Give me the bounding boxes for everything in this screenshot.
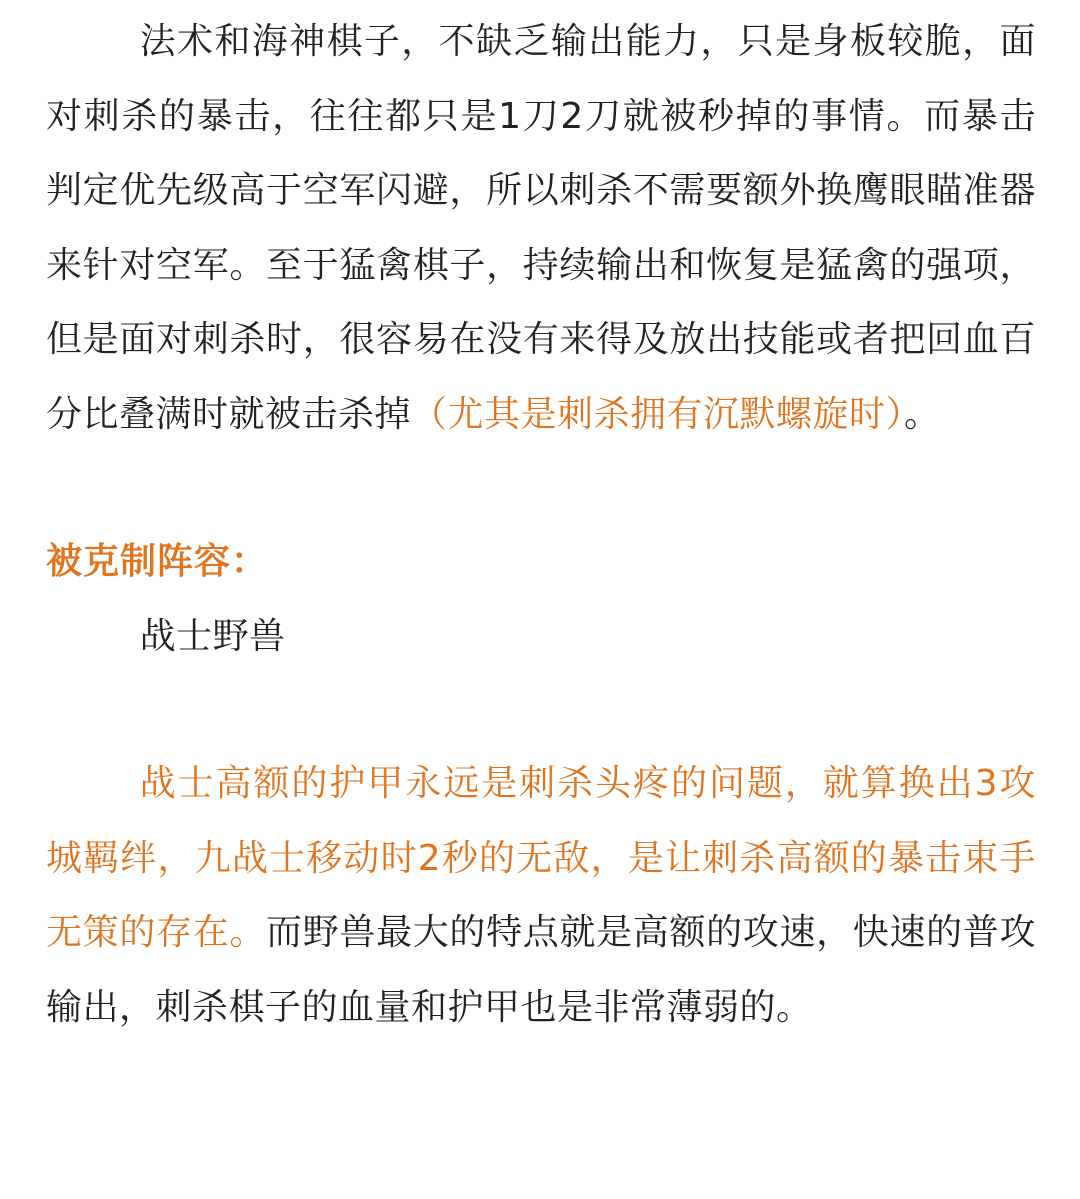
paragraph-countered-by [46, 747, 1036, 1045]
section-subtitle: 战士野兽 [139, 615, 286, 657]
paragraph-text: 而野兽最大的特点就是高额的攻速，快速的普攻输出，刺杀棋子的血量和护甲也是非常薄弱的。 [46, 912, 1036, 1028]
paragraph-ending: 。 [904, 393, 941, 435]
paragraph-counter-analysis [46, 5, 1036, 452]
highlight-text: 战士高额的护甲永远是刺杀头疼的问题，就算换出3攻城羁绊，九战士移动时2秒的无敌，是让刺杀高额的暴击束手无策的存在。 [46, 763, 1036, 953]
highlight-note: （尤其是刺杀拥有沉默螺旋时） [411, 393, 905, 435]
article-body [46, 0, 1036, 1045]
section-heading: 被克制阵容： [46, 541, 269, 582]
paragraph-text: 法术和海神棋子，不缺乏输出能力，只是身板较脆，面对刺杀的暴击，往往都只是1刀2刀就被秒掉的事情。而暴击判定优先级高于空军闪避，所以刺杀不需要额外换鹰眼瞄准器来针对空军。至于猛禽棋子，持续输出和恢复是猛禽的强项，但是面对刺杀时，很容易在没有来得及放出技能或者把回血百分比叠满时就被击杀掉 [46, 21, 1036, 435]
